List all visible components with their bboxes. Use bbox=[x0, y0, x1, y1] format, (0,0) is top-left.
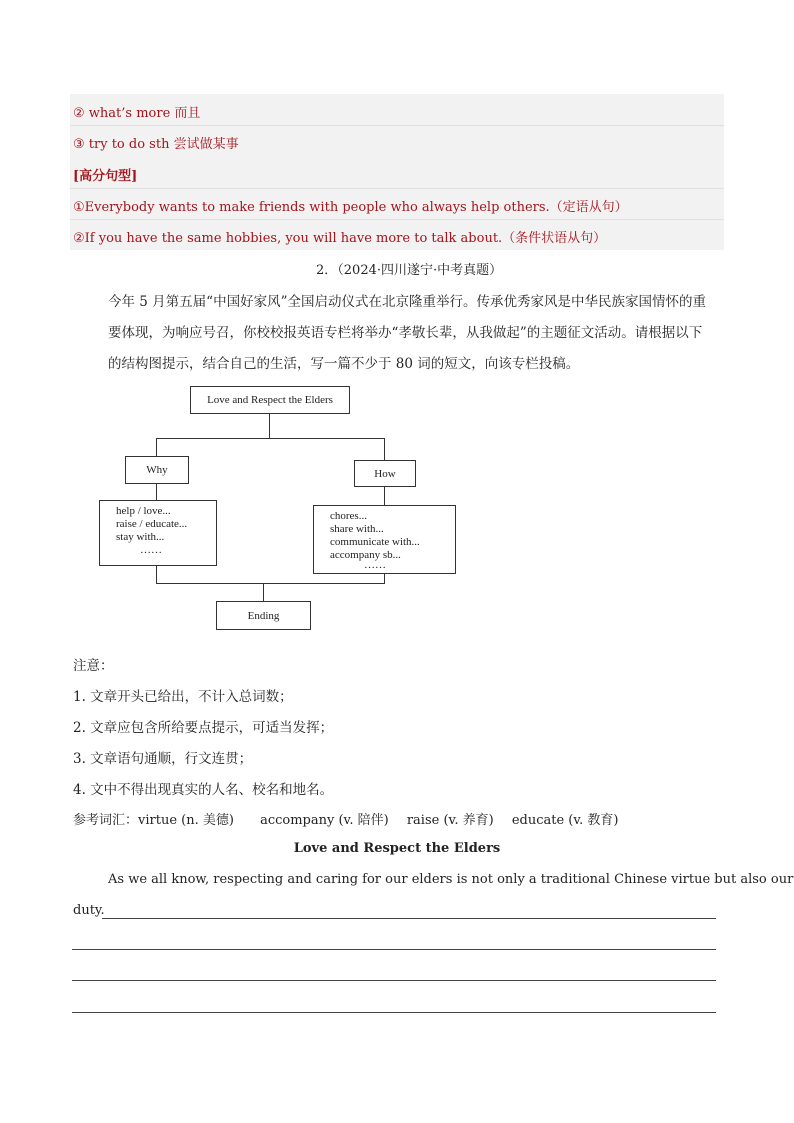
why-item: …… bbox=[140, 544, 162, 556]
notes-heading: 注意： bbox=[73, 658, 114, 674]
prompt-line: 要体现，为响应号召，你校校报英语专栏将举办“孝敬长辈，从我做起”的主题征文活动。请根据以下 bbox=[108, 325, 703, 341]
essay-opening: duty. bbox=[73, 903, 105, 918]
writing-line bbox=[72, 949, 716, 950]
vocab-entry: virtue (n. 美德) bbox=[138, 813, 234, 828]
why-item: raise / educate... bbox=[116, 518, 188, 530]
diagram-how-list bbox=[313, 505, 456, 574]
sentence-text: If you have the same hobbies, you will have more to talk about.（条件状语从句） bbox=[84, 231, 607, 246]
connector-line bbox=[156, 566, 157, 584]
note-item: 2. 文章应包含所给要点提示，可适当发挥； bbox=[73, 720, 334, 736]
writing-line bbox=[102, 918, 716, 919]
question-header bbox=[316, 259, 502, 278]
why-item: stay with... bbox=[116, 531, 165, 543]
vocab-entry: accompany (v. 陪伴) bbox=[260, 813, 389, 828]
essay-title: Love and Respect the Elders bbox=[293, 841, 501, 856]
phrase-number: ③ bbox=[73, 137, 85, 152]
divider bbox=[70, 125, 724, 126]
question-number: 2． bbox=[316, 263, 338, 278]
writing-line bbox=[72, 980, 716, 981]
diagram-why-box: Why bbox=[125, 456, 189, 484]
connector-line bbox=[384, 438, 385, 460]
essay-opening: As we all know, respecting and caring for our elders is not only a traditional Chinese virtue but also our bbox=[108, 872, 794, 887]
how-item: communicate with... bbox=[330, 536, 420, 548]
sentence-heading: [高分句型] bbox=[73, 169, 138, 184]
phrase-item bbox=[73, 102, 200, 121]
diagram-top-box: Love and Respect the Elders bbox=[190, 386, 350, 414]
how-item: chores... bbox=[330, 510, 367, 522]
why-item: help / love... bbox=[116, 505, 171, 517]
diagram-how-box: How bbox=[354, 460, 416, 487]
sentence-text: Everybody wants to make friends with people who always help others.（定语从句） bbox=[84, 200, 628, 215]
how-item: …… bbox=[364, 559, 386, 571]
connector-line bbox=[384, 487, 385, 505]
how-item: accompany sb... bbox=[330, 549, 401, 561]
vocab-entry: raise (v. 养育) bbox=[406, 813, 494, 828]
sentence-item bbox=[73, 227, 606, 246]
connector-line bbox=[156, 438, 157, 456]
writing-line bbox=[72, 1012, 716, 1013]
connector-line bbox=[269, 414, 270, 438]
question-source: （2024·四川遂宁·中考真题） bbox=[337, 263, 503, 278]
note-item: 3. 文章语句通顺，行文连贯； bbox=[73, 751, 253, 767]
diagram-why-list bbox=[99, 500, 217, 566]
connector-line bbox=[156, 438, 385, 439]
note-item: 4. 文中不得出现真实的人名、校名和地名。 bbox=[73, 782, 334, 798]
sentence-item bbox=[73, 196, 628, 215]
sentence-number: ② bbox=[73, 231, 85, 246]
phrase-text: try to do sth 尝试做某事 bbox=[84, 137, 239, 152]
diagram-ending-box: Ending bbox=[216, 601, 311, 630]
sentence-number: ① bbox=[73, 200, 85, 215]
divider bbox=[70, 219, 724, 220]
how-item: share with... bbox=[330, 523, 384, 535]
vocab-row bbox=[73, 809, 619, 828]
prompt-line: 的结构图提示，结合自己的生活，写一篇不少于 80 词的短文，向该专栏投稿。 bbox=[108, 356, 580, 372]
phrase-text: what’s more 而且 bbox=[84, 106, 201, 121]
connector-line bbox=[156, 484, 157, 500]
phrase-number: ② bbox=[73, 106, 85, 121]
vocab-entry: educate (v. 教育) bbox=[511, 813, 619, 828]
prompt-line: 今年 5 月第五届“中国好家风”全国启动仪式在北京隆重举行。传承优秀家风是中华民族家国情怀的重 bbox=[108, 294, 706, 310]
phrase-item bbox=[73, 133, 239, 152]
vocab-label: 参考词汇： bbox=[73, 813, 139, 828]
connector-line bbox=[263, 583, 264, 601]
note-item: 1. 文章开头已给出，不计入总词数； bbox=[73, 689, 293, 705]
divider bbox=[70, 188, 724, 189]
connector-line bbox=[156, 583, 385, 584]
